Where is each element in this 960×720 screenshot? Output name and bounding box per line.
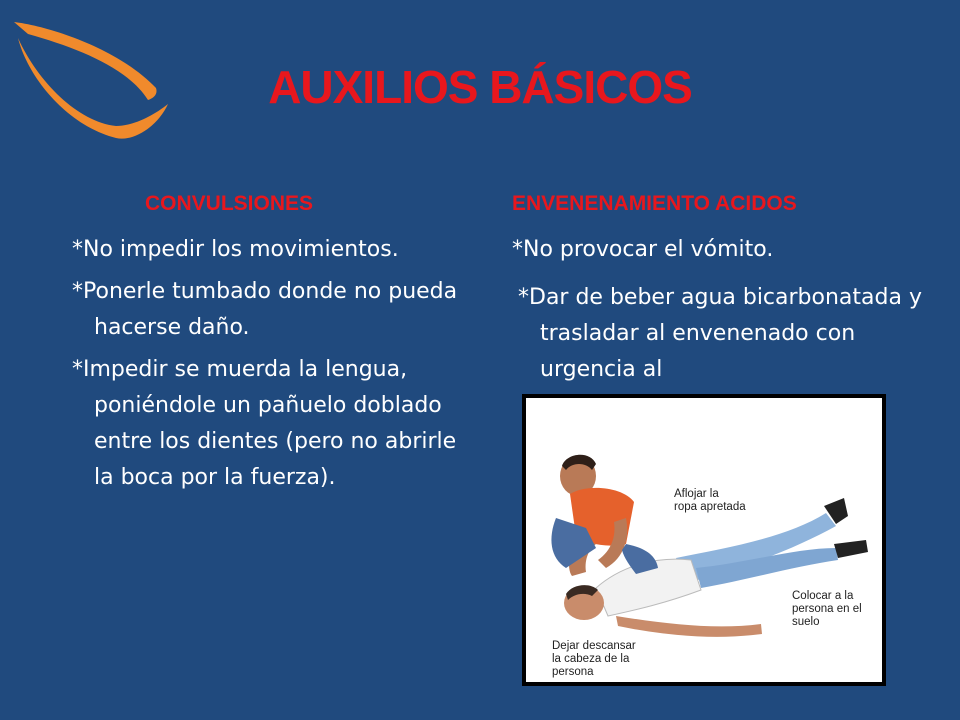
envenenamiento-heading: ENVENENAMIENTO ACIDOS bbox=[512, 192, 797, 215]
list-item: *No provocar el vómito. bbox=[512, 237, 774, 262]
list-item: *No impedir los movimientos. bbox=[72, 237, 399, 262]
convulsiones-heading: CONVULSIONES bbox=[145, 192, 314, 215]
caption-loosen-clothes: Aflojar la ropa apretada bbox=[674, 488, 746, 513]
convulsiones-list bbox=[72, 232, 472, 502]
list-item: *Ponerle tumbado donde no pueda hacerse daño. bbox=[72, 279, 458, 340]
list-item: *Impedir se muerda la lengua, poniéndole un pañuelo doblado entre los dientes (pero no abrirle la boca por la fuerza). bbox=[72, 357, 457, 490]
caption-rest-head: Dejar descansar la cabeza de la persona bbox=[552, 640, 636, 678]
slide-title: AUXILIOS BÁSICOS bbox=[268, 61, 692, 113]
envenenamiento-list-clip bbox=[512, 280, 932, 395]
caption-place-on-floor: Colocar a la persona en el suelo bbox=[792, 590, 862, 628]
first-aid-photo bbox=[522, 394, 886, 686]
list-item: *Dar de beber agua bicarbonatada y trasladar al envenenado con urgencia al bbox=[518, 285, 922, 382]
envenenamiento-list bbox=[512, 232, 932, 276]
